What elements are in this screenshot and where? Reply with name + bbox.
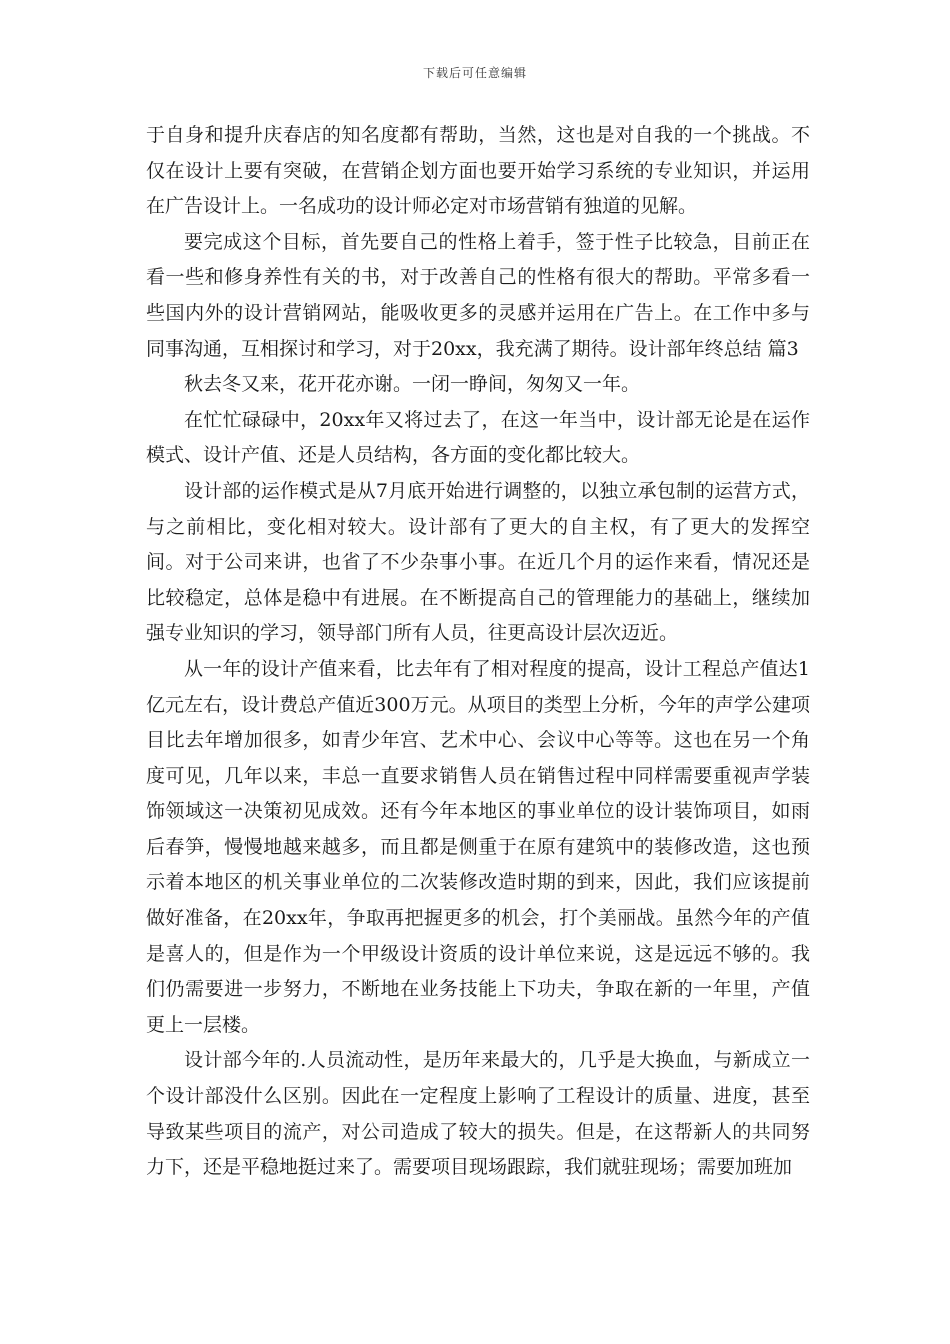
paragraph: 在忙忙碌碌中，20xx年又将过去了，在这一年当中，设计部无论是在运作模式、设计产值、还是人员结构，各方面的变化都比较大。 bbox=[146, 408, 810, 467]
paragraph: 要完成这个目标，首先要自己的性格上着手，签于性子比较急，目前正在看一些和修身养性有关的书，对于改善自己的性格有很大的帮助。平常多看一些国内外的设计营销网站，能吸收更多的灵感并运用在广告上。在工作中多与同事沟通，互相探讨和学习，对于20xx，我充满了期待。设计部年终总结 篇3 bbox=[146, 230, 810, 360]
header-note: 下载后可任意编辑 bbox=[422, 66, 527, 80]
paragraph: 设计部今年的.人员流动性，是历年来最大的，几乎是大换血，与新成立一个设计部没什么区别。因此在一定程度上影响了工程设计的质量、进度，甚至导致某些项目的流产，对公司造成了较大的损失。但是，在这帮新人的共同努力下，还是平稳地挺过来了。需要项目现场跟踪，我们就驻现场；需要加班加 bbox=[146, 1049, 810, 1179]
paragraph: 秋去冬又来，花开花亦谢。一闭一睁间，匆匆又一年。 bbox=[184, 373, 641, 396]
document-body bbox=[146, 118, 810, 1186]
paragraph: 于自身和提升庆春店的知名度都有帮助，当然，这也是对自我的一个挑战。不仅在设计上要有突破，在营销企划方面也要开始学习系统的专业知识，并运用在广告设计上。一名成功的设计师必定对市场营销有独道的见解。 bbox=[146, 124, 810, 218]
paragraph: 从一年的设计产值来看，比去年有了相对程度的提高，设计工程总产值达1亿元左右，设计费总产值近300万元。从项目的类型上分析，今年的声学公建项目比去年增加很多，如青少年宫、艺术中心、会议中心等等。这也在另一个角度可见，几年以来，丰总一直要求销售人员在销售过程中同样需要重视声学装饰领域这一决策初见成效。还有今年本地区的事业单位的设计装饰项目，如雨后春笋，慢慢地越来越多，而且都是侧重于在原有建筑中的装修改造，这也预示着本地区的机关事业单位的二次装修改造时期的到来，因此，我们应该提前做好准备，在20xx年，争取再把握更多的机会，打个美丽战。虽然今年的产值是喜人的，但是作为一个甲级设计资质的设计单位来说，这是远远不够的。我们仍需要进一步努力，不断地在业务技能上下功夫，争取在新的一年里，产值更上一层楼。 bbox=[146, 657, 810, 1036]
paragraph: 设计部的运作模式是从7月底开始进行调整的，以独立承包制的运营方式，与之前相比，变化相对较大。设计部有了更大的自主权，有了更大的发挥空间。对于公司来讲，也省了不少杂事小事。在近几个月的运作来看，情况还是比较稳定，总体是稳中有进展。在不断提高自己的管理能力的基础上，继续加强专业知识的学习，领导部门所有人员，往更高设计层次迈近。 bbox=[146, 479, 810, 645]
